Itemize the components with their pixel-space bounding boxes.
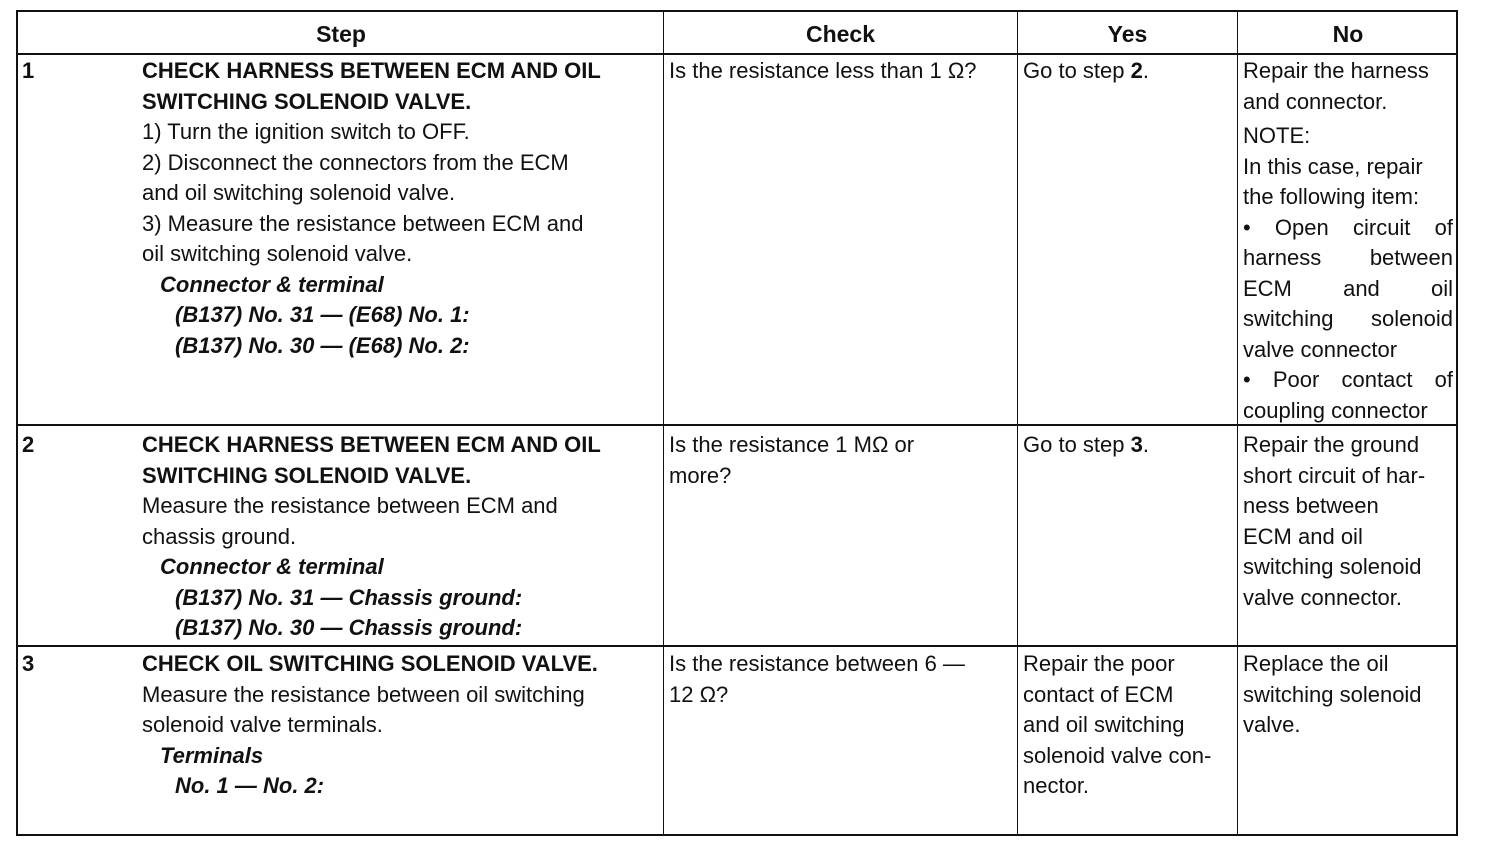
- step-number: 3: [22, 651, 35, 676]
- instruction-line: 3) Measure the resistance between ECM and: [142, 210, 584, 236]
- column-divider: [1017, 12, 1018, 834]
- yes-text: Go to step: [1023, 432, 1131, 457]
- step-2-no: [1243, 430, 1453, 613]
- yes-step-number: 3: [1130, 432, 1143, 457]
- no-line: valve connector: [1243, 336, 1398, 362]
- no-line: valve connector.: [1243, 584, 1402, 610]
- no-line: switching solenoid: [1243, 306, 1453, 331]
- step-1-check: [669, 56, 1015, 87]
- row-divider: [18, 645, 1456, 647]
- step-title: SWITCHING SOLENOID VALVE.: [142, 88, 472, 114]
- instruction-line: chassis ground.: [142, 523, 297, 549]
- instruction-line: and oil switching solenoid valve.: [142, 180, 456, 205]
- instruction-line: Measure the resistance between oil switching: [142, 681, 585, 707]
- no-line: Replace the oil: [1243, 651, 1389, 676]
- instruction-line: Measure the resistance between ECM and: [142, 493, 558, 518]
- instruction-line: oil switching solenoid valve.: [142, 241, 413, 266]
- spec-line: (B137) No. 30 — Chassis ground:: [175, 615, 523, 640]
- header-step: Step: [316, 20, 366, 47]
- step-2-description: [142, 430, 657, 644]
- step-3-no: [1243, 649, 1453, 741]
- step-3-yes: [1023, 649, 1235, 802]
- no-line: In this case, repair: [1243, 153, 1423, 179]
- spec-heading: Terminals: [160, 742, 264, 768]
- instruction-line: 2) Disconnect the connectors from the ECM: [142, 149, 569, 175]
- step-2-yes: [1023, 430, 1233, 461]
- check-question: more?: [669, 462, 732, 488]
- spec-heading: Connector & terminal: [160, 271, 384, 297]
- header-no: No: [1332, 20, 1364, 47]
- step-title: SWITCHING SOLENOID VALVE.: [142, 462, 472, 488]
- check-question: Is the resistance between 6 —: [669, 651, 965, 676]
- instruction-line: solenoid valve terminals.: [142, 712, 383, 737]
- step-number: 2: [22, 432, 35, 457]
- step-title: CHECK OIL SWITCHING SOLENOID VALVE.: [142, 651, 598, 676]
- no-line: valve.: [1243, 712, 1301, 737]
- step-number: 1: [22, 58, 35, 83]
- header-yes: Yes: [1107, 20, 1148, 47]
- no-line: switching solenoid: [1243, 554, 1422, 579]
- diagnostic-table: [16, 10, 1458, 836]
- spec-line: (B137) No. 31 — (E68) No. 1:: [175, 302, 470, 327]
- check-question: Is the resistance less than 1 Ω?: [669, 58, 977, 83]
- no-line: • Open circuit of: [1243, 214, 1453, 240]
- step-3-check: [669, 649, 1015, 710]
- yes-line: Repair the poor: [1023, 651, 1175, 676]
- yes-line: and oil switching: [1023, 712, 1185, 737]
- step-3-description: [142, 649, 660, 802]
- no-line: Repair the ground: [1243, 432, 1420, 457]
- no-line: ECM and oil: [1243, 275, 1453, 301]
- spec-line: (B137) No. 30 — (E68) No. 2:: [175, 332, 470, 358]
- note-label: NOTE:: [1243, 123, 1311, 148]
- column-divider: [663, 12, 664, 834]
- column-divider: [1237, 12, 1238, 834]
- yes-text: Go to step: [1023, 58, 1131, 83]
- spec-line: (B137) No. 31 — Chassis ground:: [175, 584, 523, 610]
- spec-line: No. 1 — No. 2:: [175, 773, 325, 798]
- step-2-check: [669, 430, 1015, 491]
- yes-line: solenoid valve con-: [1023, 742, 1212, 768]
- yes-text: .: [1142, 432, 1149, 457]
- spec-heading: Connector & terminal: [160, 554, 384, 579]
- step-1-yes: [1023, 56, 1233, 87]
- yes-text: .: [1142, 58, 1149, 83]
- no-line: the following item:: [1243, 184, 1420, 209]
- header-check: Check: [805, 20, 876, 47]
- check-question: 12 Ω?: [669, 681, 729, 707]
- step-1-description: [142, 56, 657, 361]
- no-line: ness between: [1243, 493, 1379, 518]
- row-divider: [18, 424, 1456, 426]
- instruction-line: 1) Turn the ignition switch to OFF.: [142, 119, 470, 144]
- no-line: and connector.: [1243, 88, 1388, 114]
- no-line: ECM and oil: [1243, 523, 1363, 549]
- step-title: CHECK HARNESS BETWEEN ECM AND OIL: [142, 432, 601, 457]
- yes-line: contact of ECM: [1023, 681, 1174, 707]
- no-line: short circuit of har-: [1243, 462, 1426, 488]
- no-line: • Poor contact of: [1243, 367, 1453, 392]
- step-1-no: [1243, 56, 1453, 426]
- check-question: Is the resistance 1 MΩ or: [669, 432, 915, 457]
- yes-step-number: 2: [1130, 58, 1143, 83]
- no-line: coupling connector: [1243, 397, 1428, 423]
- step-title: CHECK HARNESS BETWEEN ECM AND OIL: [142, 58, 601, 83]
- no-line: harness between: [1243, 245, 1453, 270]
- no-line: Repair the harness: [1243, 58, 1429, 83]
- no-line: switching solenoid: [1243, 681, 1422, 707]
- yes-line: nector.: [1023, 773, 1090, 798]
